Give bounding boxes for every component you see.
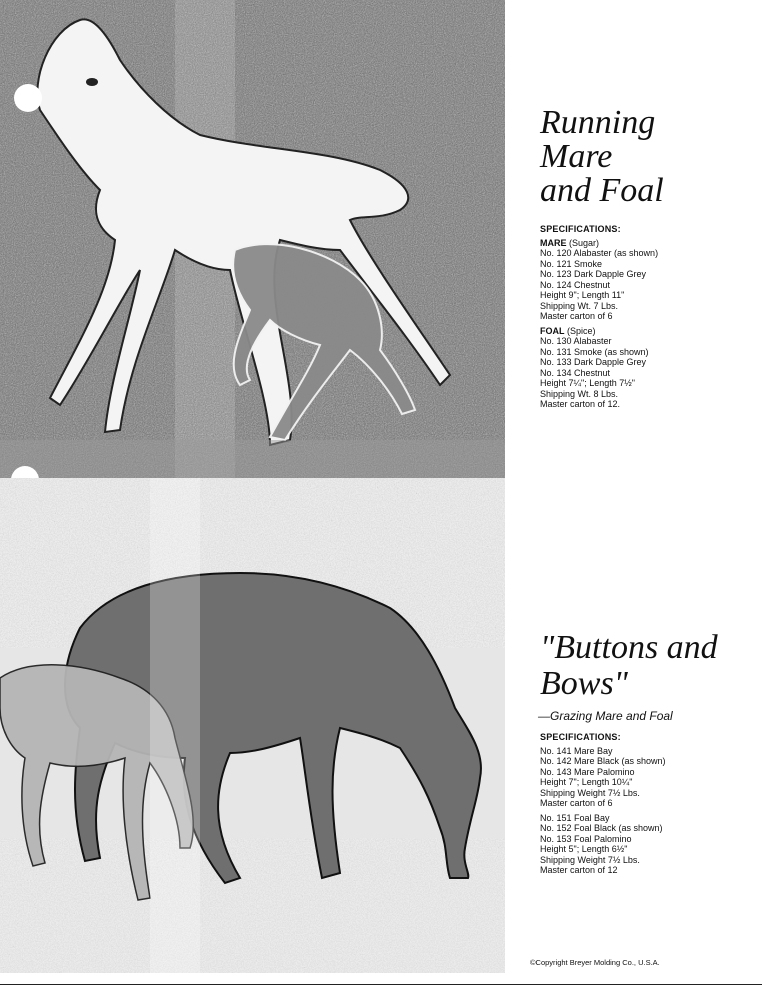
running-mare-and-foal-photo <box>0 0 505 478</box>
specifications-heading: SPECIFICATIONS: <box>540 732 621 742</box>
grazing-mare-and-foal-photo <box>0 478 505 973</box>
foal-label-line <box>540 326 750 337</box>
spec-line: No. 123 Dark Dapple Grey <box>540 269 647 279</box>
spec-line: Height 7¼"; Length 7½" <box>540 378 635 388</box>
running-mare-and-foal-specifications <box>540 224 750 414</box>
buttons-and-bows-title <box>540 630 718 702</box>
spec-line: Height 9"; Length 11" <box>540 290 625 300</box>
spec-line: No. 133 Dark Dapple Grey <box>540 357 647 367</box>
foal-label: FOAL <box>540 325 565 336</box>
spec-line: No. 152 Foal Black (as shown) <box>540 823 663 833</box>
mare-name: (Sugar) <box>569 237 600 248</box>
spec-line: Shipping Wt. 7 Lbs. <box>540 300 619 311</box>
spec-line: Master carton of 12. <box>540 399 621 409</box>
spec-line: Shipping Weight 7½ Lbs. <box>540 854 640 865</box>
mare-label: MARE <box>540 237 567 248</box>
mare-label-line <box>540 238 750 249</box>
spec-line: No. 134 Chestnut <box>540 367 611 378</box>
spec-line: No. 130 Alabaster <box>540 336 612 346</box>
buttons-and-bows-subtitle: —Grazing Mare and Foal <box>538 709 673 723</box>
mare-specs <box>540 238 750 322</box>
buttons-and-bows-specifications <box>540 732 750 880</box>
title-line: Running <box>540 104 656 141</box>
spec-line: Height 7"; Length 10¼" <box>540 777 633 787</box>
spec-line: Master carton of 12 <box>540 865 618 875</box>
foal-name: (Spice) <box>567 325 596 336</box>
title-line: Bows" <box>540 665 628 702</box>
spec-line: No. 143 Mare Palomino <box>540 766 635 777</box>
specifications-heading: SPECIFICATIONS: <box>540 224 621 234</box>
title-line: "Buttons and <box>540 629 718 666</box>
spec-line: No. 153 Foal Palomino <box>540 833 632 844</box>
spec-line: No. 151 Foal Bay <box>540 812 610 823</box>
running-mare-and-foal-title <box>540 106 664 208</box>
title-line: Mare <box>540 138 613 175</box>
foal-specs <box>540 813 750 876</box>
foal-specs <box>540 326 750 410</box>
spec-line: No. 120 Alabaster (as shown) <box>540 248 659 258</box>
spec-line: Height 5"; Length 6½" <box>540 844 628 854</box>
page-bottom-rule <box>0 984 762 985</box>
copyright-notice: ©Copyright Breyer Molding Co., U.S.A. <box>530 958 660 967</box>
spec-line: No. 142 Mare Black (as shown) <box>540 756 666 766</box>
spec-line: Master carton of 6 <box>540 311 613 321</box>
spec-line: No. 121 Smoke <box>540 258 603 269</box>
title-line: and Foal <box>540 172 664 209</box>
mare-specs <box>540 746 750 809</box>
spec-line: No. 131 Smoke (as shown) <box>540 346 649 357</box>
spec-line: No. 124 Chestnut <box>540 279 611 290</box>
spec-line: Shipping Wt. 8 Lbs. <box>540 388 619 399</box>
spec-line: Shipping Weight 7½ Lbs. <box>540 787 640 798</box>
spec-line: No. 141 Mare Bay <box>540 745 613 756</box>
spec-line: Master carton of 6 <box>540 798 613 808</box>
